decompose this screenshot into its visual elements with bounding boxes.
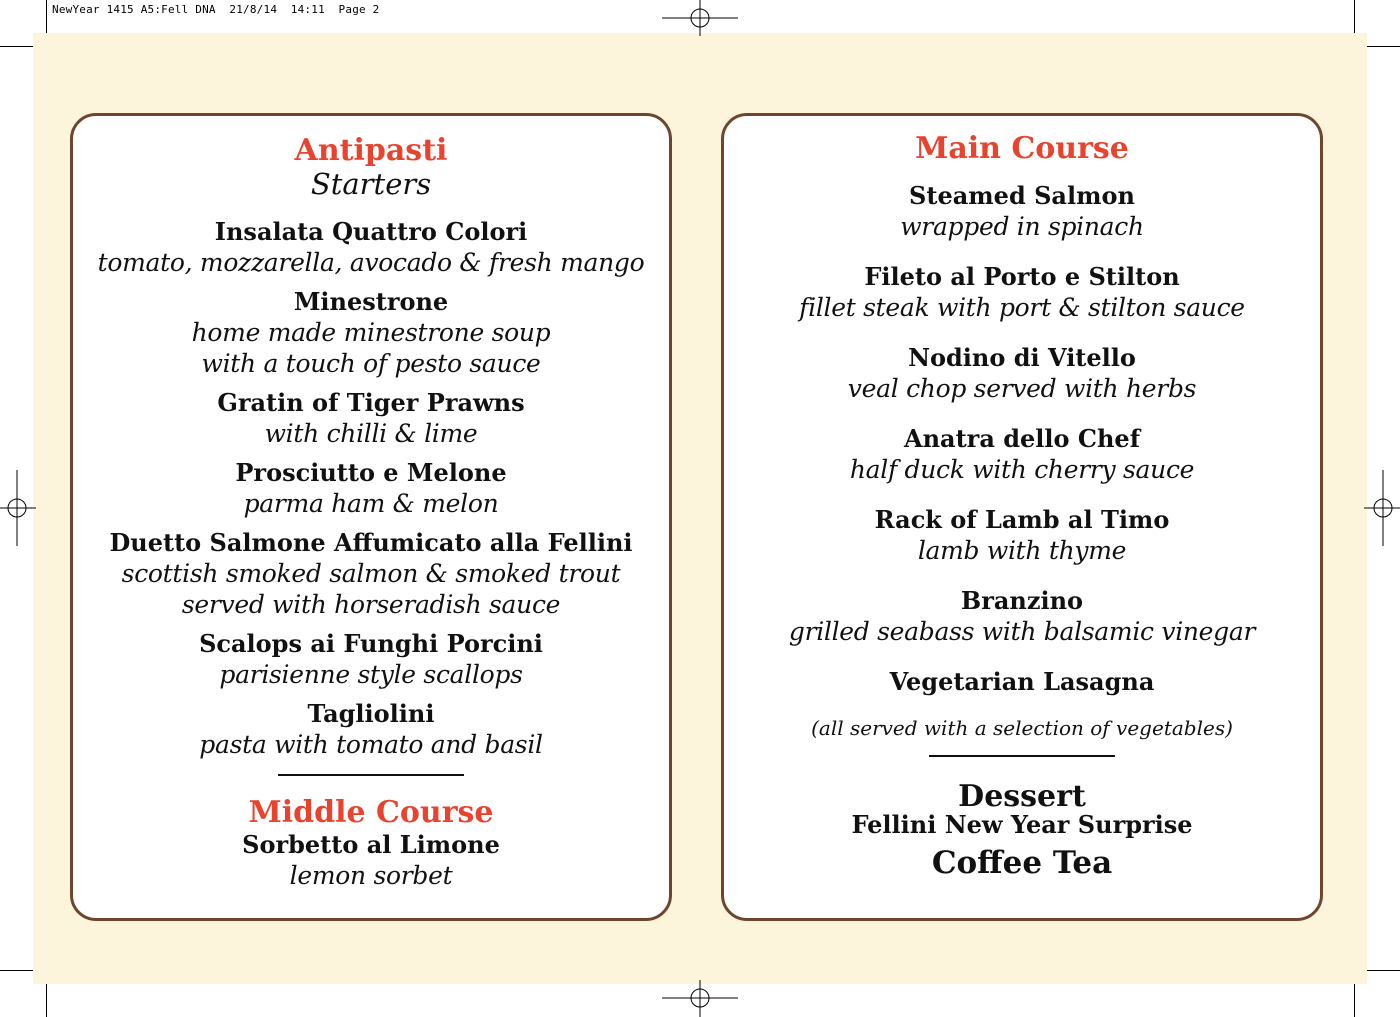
registration-mark-icon — [662, 0, 738, 36]
crop-mark — [46, 984, 47, 1017]
dish-description: with chilli & lime — [264, 419, 478, 448]
menu-item — [73, 388, 669, 449]
dish-description: fillet steak with port & stilton sauce — [799, 293, 1245, 322]
dessert-name: Fellini New Year Surprise — [851, 810, 1193, 839]
menu-item — [73, 528, 669, 620]
dish-name: Steamed Salmon — [909, 181, 1135, 210]
dessert-title: Dessert — [958, 779, 1086, 814]
menu-item — [73, 217, 669, 278]
crop-mark — [1354, 0, 1355, 33]
dish-description: pasta with tomato and basil — [199, 730, 543, 759]
menu-item — [73, 699, 669, 760]
dish-description: parma ham & melon — [243, 489, 499, 518]
dish-name: Vegetarian Lasagna — [889, 667, 1155, 696]
dish-name: Anatra dello Chef — [903, 424, 1141, 453]
dish-name: Sorbetto al Limone — [242, 830, 500, 859]
dish-name: Branzino — [960, 586, 1084, 615]
crop-mark — [1354, 984, 1355, 1017]
menu-item — [73, 287, 669, 379]
divider — [278, 774, 464, 776]
dish-name: Nodino di Vitello — [908, 343, 1136, 372]
dish-name: Rack of Lamb al Timo — [874, 505, 1170, 534]
dish-description: lemon sorbet — [289, 861, 453, 890]
section-title-main-course: Main Course — [915, 131, 1129, 166]
print-slug-line: NewYear 1415 A5:Fell DNA 21/8/14 14:11 Page 2 — [52, 3, 380, 16]
crop-mark — [46, 0, 47, 33]
dish-description: lamb with thyme — [917, 536, 1127, 565]
menu-item — [724, 343, 1320, 404]
menu-item — [724, 667, 1320, 697]
menu-item — [724, 586, 1320, 647]
dish-description: grilled seabass with balsamic vinegar — [788, 617, 1256, 646]
dish-description: home made minestrone soup — [191, 318, 551, 347]
dish-description: veal chop served with herbs — [847, 374, 1197, 403]
dish-name: Insalata Quattro Colori — [214, 217, 528, 246]
menu-item — [724, 424, 1320, 485]
registration-mark-icon — [1364, 470, 1400, 546]
dish-description: with a touch of pesto sauce — [201, 349, 541, 378]
crop-mark — [0, 970, 33, 971]
divider — [929, 755, 1115, 757]
registration-mark-icon — [0, 470, 36, 546]
section-subtitle-starters: Starters — [310, 167, 432, 201]
dish-description: half duck with cherry sauce — [849, 455, 1195, 484]
dish-description: scottish smoked salmon & smoked trout — [121, 559, 621, 588]
menu-item — [724, 181, 1320, 242]
dish-description: wrapped in spinach — [900, 212, 1144, 241]
dish-name: Scalops ai Funghi Porcini — [199, 629, 543, 658]
crop-mark — [1367, 970, 1400, 971]
starters-card — [70, 113, 672, 921]
drinks-line: Coffee Tea — [931, 845, 1113, 881]
dish-name: Fileto al Porto e Stilton — [864, 262, 1180, 291]
dish-description: tomato, mozzarella, avocado & fresh mango — [97, 248, 645, 277]
crop-mark — [0, 46, 33, 47]
dish-name: Prosciutto e Melone — [235, 458, 507, 487]
menu-item — [724, 262, 1320, 323]
registration-mark-icon — [662, 980, 738, 1017]
dish-name: Duetto Salmone Affumicato alla Fellini — [109, 528, 633, 557]
vegetables-note: (all served with a selection of vegetables) — [811, 716, 1233, 740]
dish-name: Gratin of Tiger Prawns — [217, 388, 525, 417]
section-title-antipasti: Antipasti — [294, 133, 448, 168]
menu-item — [724, 505, 1320, 566]
dish-name: Minestrone — [293, 287, 449, 316]
crop-mark — [1367, 46, 1400, 47]
dish-description: served with horseradish sauce — [181, 590, 561, 619]
menu-item — [73, 629, 669, 690]
section-title-middle-course: Middle Course — [248, 795, 494, 830]
main-course-card — [721, 113, 1323, 921]
dish-description: parisienne style scallops — [219, 660, 523, 689]
dish-name: Tagliolini — [307, 699, 435, 728]
menu-item — [73, 458, 669, 519]
